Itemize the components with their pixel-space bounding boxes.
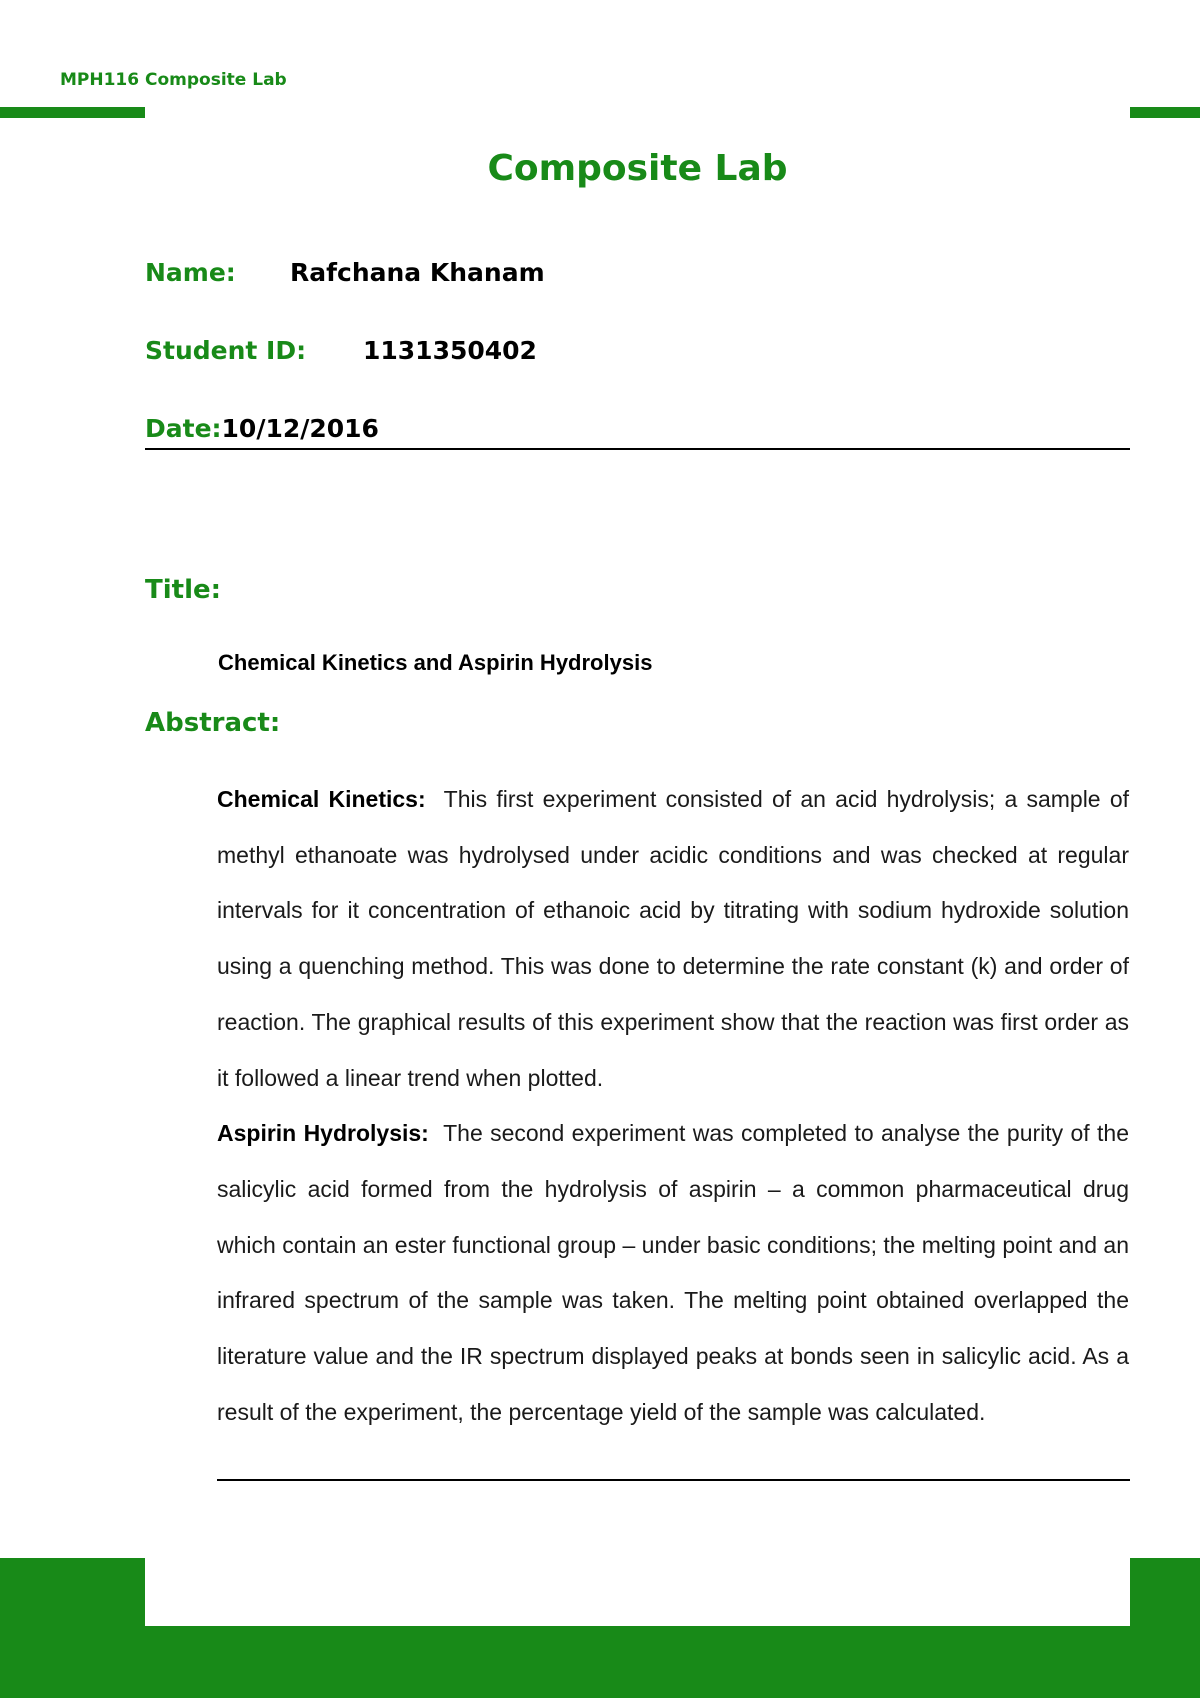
student-id-label: Student ID:	[145, 336, 307, 365]
aspirin-text: The second experiment was completed to analyse the purity of the salicylic acid formed from the hydrolysis of aspirin – a common pharmaceutical drug which contain an ester functional group – under basic conditions; the melting point and an infrared spectrum of the sample was taken. The melting point obtained overlapped the literature value and the IR spectrum displayed peaks at bonds seen in salicylic acid. As a result of the experiment, the percentage yield of the sample was calculated.	[217, 1120, 1129, 1425]
header-bar-left	[0, 107, 145, 118]
title-heading: Title:	[145, 575, 222, 605]
date-label: Date:	[145, 414, 222, 443]
name-label: Name:	[145, 258, 236, 287]
footer-inset	[145, 1558, 1130, 1626]
kinetics-lead: Chemical Kinetics:	[217, 786, 426, 812]
header-bar-right	[1130, 107, 1200, 118]
abstract-aspirin-paragraph	[217, 1106, 1129, 1440]
student-id-field	[145, 336, 537, 365]
aspirin-lead: Aspirin Hydrolysis:	[217, 1120, 429, 1147]
name-value: Rafchana Khanam	[290, 258, 545, 287]
header-course: MPH116 Composite Lab	[60, 70, 287, 90]
report-title: Chemical Kinetics and Aspirin Hydrolysis	[218, 650, 653, 675]
abstract-divider	[217, 1479, 1130, 1481]
date-divider	[145, 448, 1130, 450]
date-field	[145, 414, 379, 443]
document-title: Composite Lab	[487, 148, 788, 189]
student-id-value: 1131350402	[363, 336, 537, 365]
date-value: 10/12/2016	[221, 414, 379, 443]
abstract-body	[217, 772, 1129, 1440]
kinetics-text: This first experiment consisted of an acid hydrolysis; a sample of methyl ethanoate was hydrolysed under acidic conditions and was checked at regular intervals for it concentration of ethanoic acid by titrating with sodium hydroxide solution using a quenching method. This was done to determine the rate constant (k) and order of reaction. The graphical results of this experiment show that the reaction was first order as it followed a linear trend when plotted.	[217, 786, 1129, 1091]
name-field	[145, 258, 545, 287]
abstract-kinetics-paragraph	[217, 772, 1129, 1106]
abstract-heading: Abstract:	[145, 708, 281, 738]
